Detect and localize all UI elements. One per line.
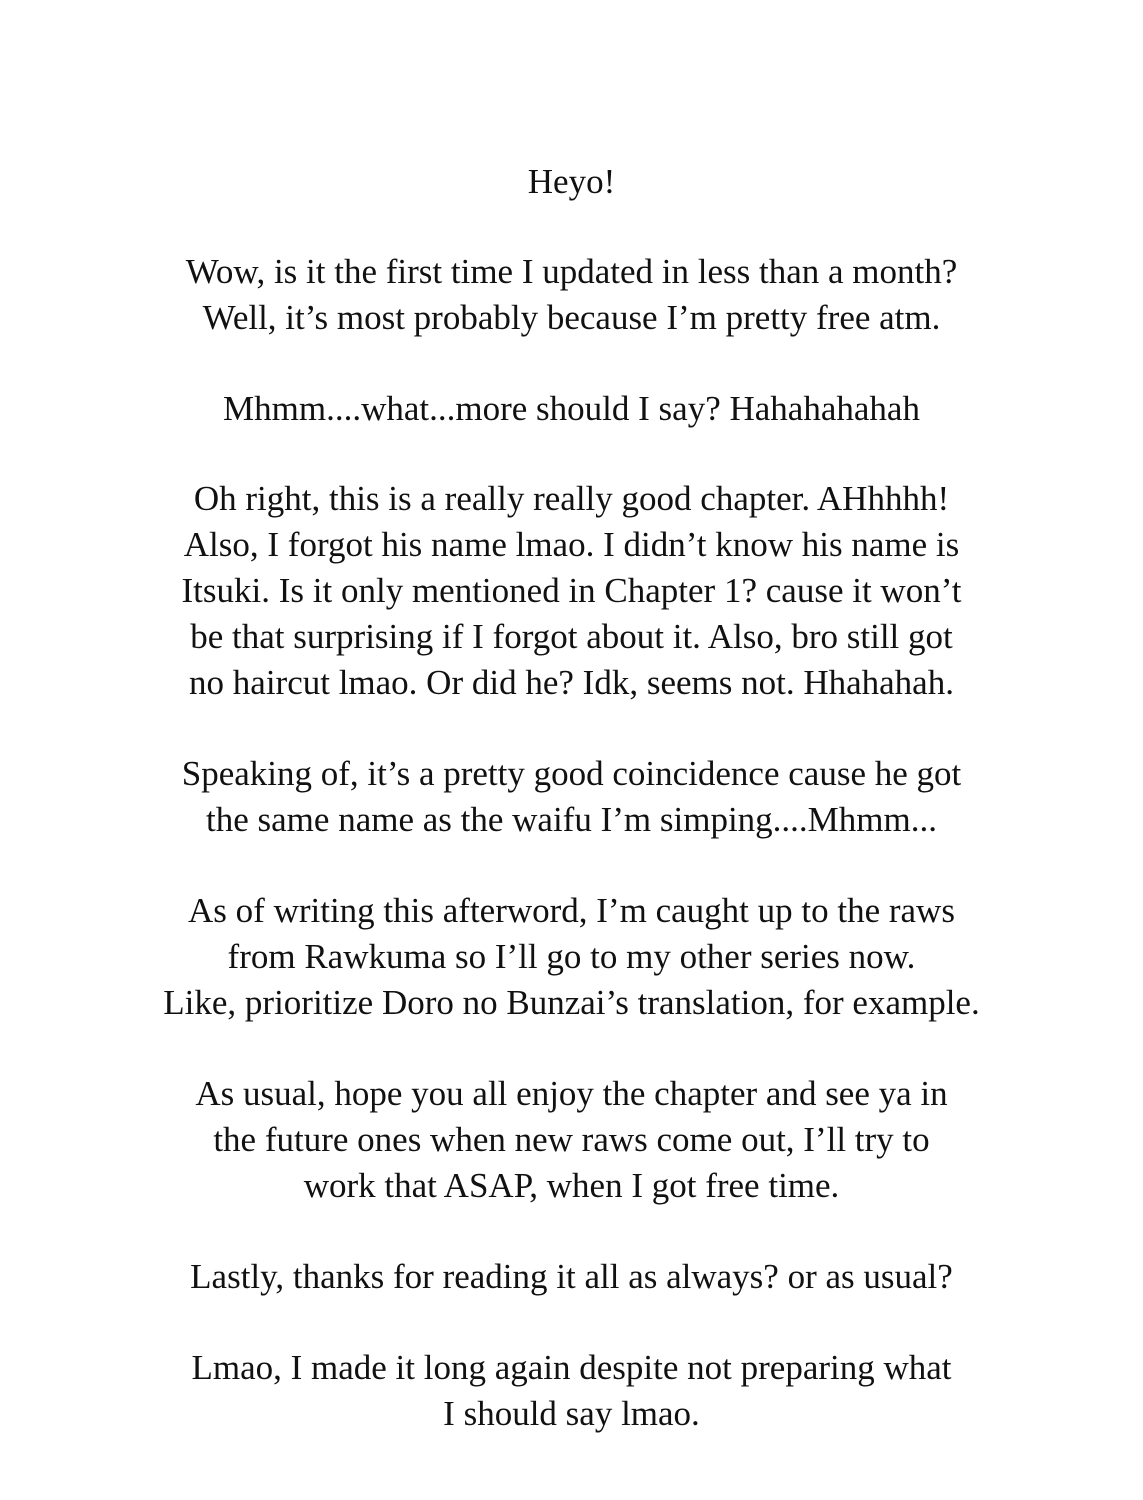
paragraph-3-line-3: Itsuki. Is it only mentioned in Chapter 1? cause it won’t [181, 571, 962, 610]
paragraph-8-line-2: I should say lmao. [443, 1394, 700, 1433]
paragraph-5-line-3: Like, prioritize Doro no Bunzai’s translation, for example. [163, 983, 980, 1022]
paragraph-6-line-2: the future ones when new raws come out, I’ll try to [213, 1120, 930, 1159]
paragraph-3-line-2: Also, I forgot his name lmao. I didn’t know his name is [183, 525, 960, 564]
paragraph-1-line-1: Wow, is it the first time I updated in less than a month? [185, 252, 958, 291]
paragraph-4-line-2: the same name as the waifu I’m simping....Mhmm... [206, 800, 937, 839]
paragraph-5-line-2: from Rawkuma so I’ll go to my other series now. [227, 937, 916, 976]
paragraph-1-line-2: Well, it’s most probably because I’m pretty free atm. [202, 298, 941, 337]
paragraph-3-line-5: no haircut lmao. Or did he? Idk, seems not. Hhahahah. [189, 663, 954, 702]
paragraph-6-line-1: As usual, hope you all enjoy the chapter and see ya in [195, 1074, 948, 1113]
greeting-line: Heyo! [527, 162, 616, 201]
paragraph-6-line-3: work that ASAP, when I got free time. [303, 1166, 840, 1205]
paragraph-5-line-1: As of writing this afterword, I’m caught up to the raws [188, 891, 955, 930]
paragraph-7-line-1: Lastly, thanks for reading it all as always? or as usual? [190, 1257, 953, 1296]
paragraph-3-line-4: be that surprising if I forgot about it. Also, bro still got [190, 617, 953, 656]
paragraph-8-line-1: Lmao, I made it long again despite not preparing what [191, 1348, 952, 1387]
paragraph-3-line-1: Oh right, this is a really really good chapter. AHhhhh! [193, 479, 950, 518]
paragraph-4-line-1: Speaking of, it’s a pretty good coincidence cause he got [181, 754, 962, 793]
paragraph-2-line-1: Mhmm....what...more should I say? Hahahahahah [223, 389, 920, 428]
